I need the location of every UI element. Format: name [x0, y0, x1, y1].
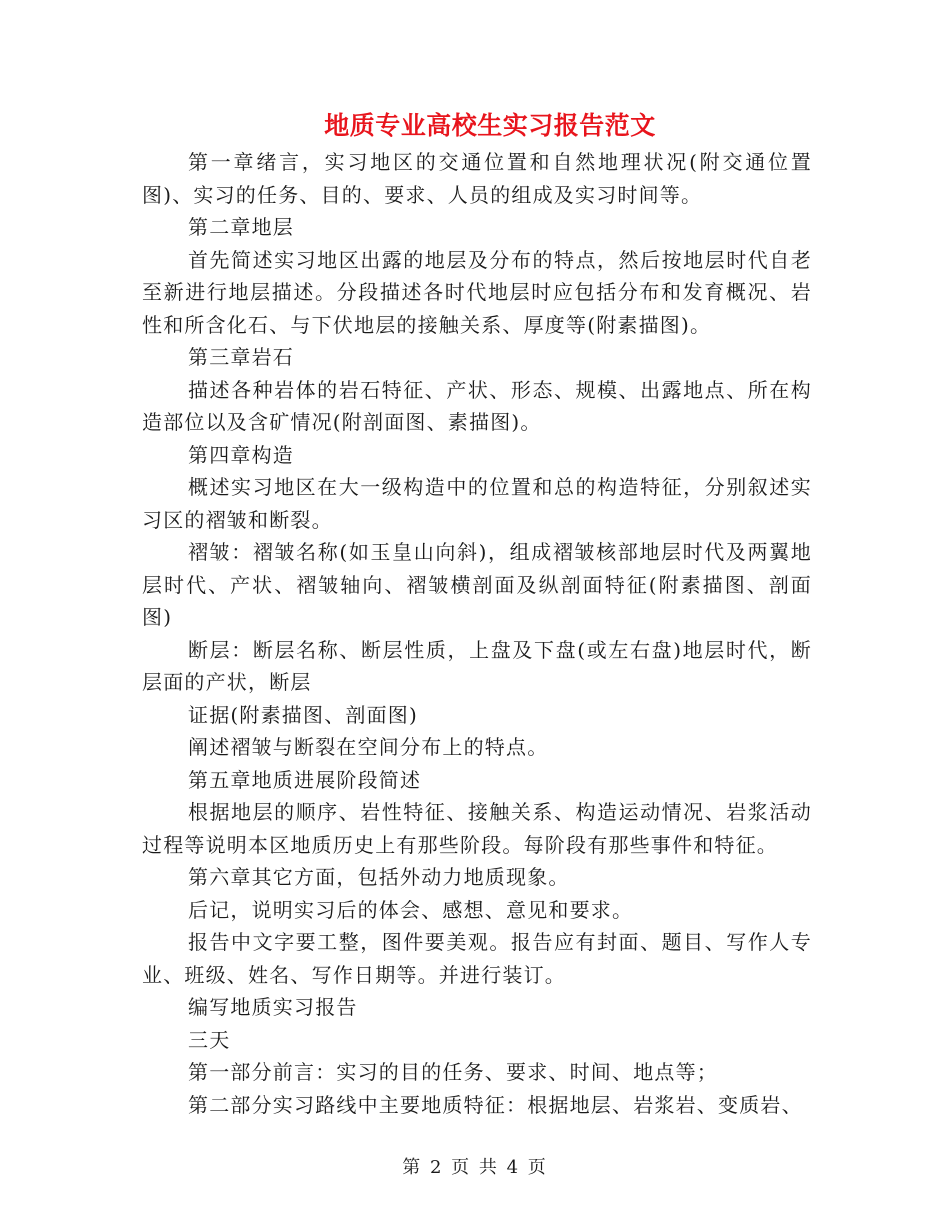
paragraph: 阐述褶皱与断裂在空间分布上的特点。 — [188, 735, 549, 759]
paragraph: 三天 — [188, 1027, 231, 1052]
paragraph: 描述各种岩体的岩石特征、产状、形态、规模、出露地点、所在构造部位以及含矿情况(附剖面图、素描图)。 — [142, 377, 812, 434]
chapter-heading: 第三章岩石 — [188, 345, 294, 369]
chapter-heading: 第六章其它方面，包括外动力地质现象。 — [188, 865, 570, 889]
paragraph: 第一部分前言：实习的目的任务、要求、时间、地点等； — [188, 1060, 718, 1084]
paragraph: 根据地层的顺序、岩性特征、接触关系、构造运动情况、岩浆活动过程等说明本区地质历史上有那些阶段。每阶段有那些事件和特征。 — [142, 800, 812, 857]
paragraph: 报告中文字要工整，图件要美观。报告应有封面、题目、写作人专业、班级、姓名、写作日期等。并进行装订。 — [142, 930, 812, 987]
paragraph: 第二部分实习路线中主要地质特征：根据地层、岩浆岩、变质岩、 — [188, 1092, 803, 1117]
paragraph: 证据(附素描图、剖面图) — [188, 702, 419, 727]
paragraph: 第一章绪言，实习地区的交通位置和自然地理状况(附交通位置图)、实习的任务、目的、要求、人员的组成及实习时间等。 — [142, 150, 812, 207]
chapter-heading: 第五章地质进展阶段简述 — [188, 767, 422, 792]
chapter-heading: 第二章地层 — [188, 215, 294, 239]
chapter-heading: 第四章构造 — [188, 442, 294, 467]
document-title: 地质专业高校生实习报告范文 — [324, 111, 656, 140]
page-number-footer: 第 2 页 共 4 页 — [402, 1157, 548, 1178]
document-body — [142, 146, 812, 1121]
paragraph: 断层：断层名称、断层性质，上盘及下盘(或左右盘)地层时代，断层面的产状，断层 — [142, 637, 812, 694]
section-heading: 编写地质实习报告 — [188, 995, 358, 1019]
paragraph: 首先简述实习地区出露的地层及分布的特点，然后按地层时代自老至新进行地层描述。分段描述各时代地层时应包括分布和发育概况、岩性和所含化石、与下伏地层的接触关系、厚度等(附素描图)。 — [142, 247, 812, 337]
paragraph: 褶皱：褶皱名称(如玉皇山向斜)，组成褶皱核部地层时代及两翼地层时代、产状、褶皱轴向、褶皱横剖面及纵剖面特征(附素描图、剖面图) — [142, 540, 812, 629]
paragraph: 后记，说明实习后的体会、感想、意见和要求。 — [188, 897, 634, 922]
paragraph: 概述实习地区在大一级构造中的位置和总的构造特征，分别叙述实习区的褶皱和断裂。 — [142, 475, 812, 532]
